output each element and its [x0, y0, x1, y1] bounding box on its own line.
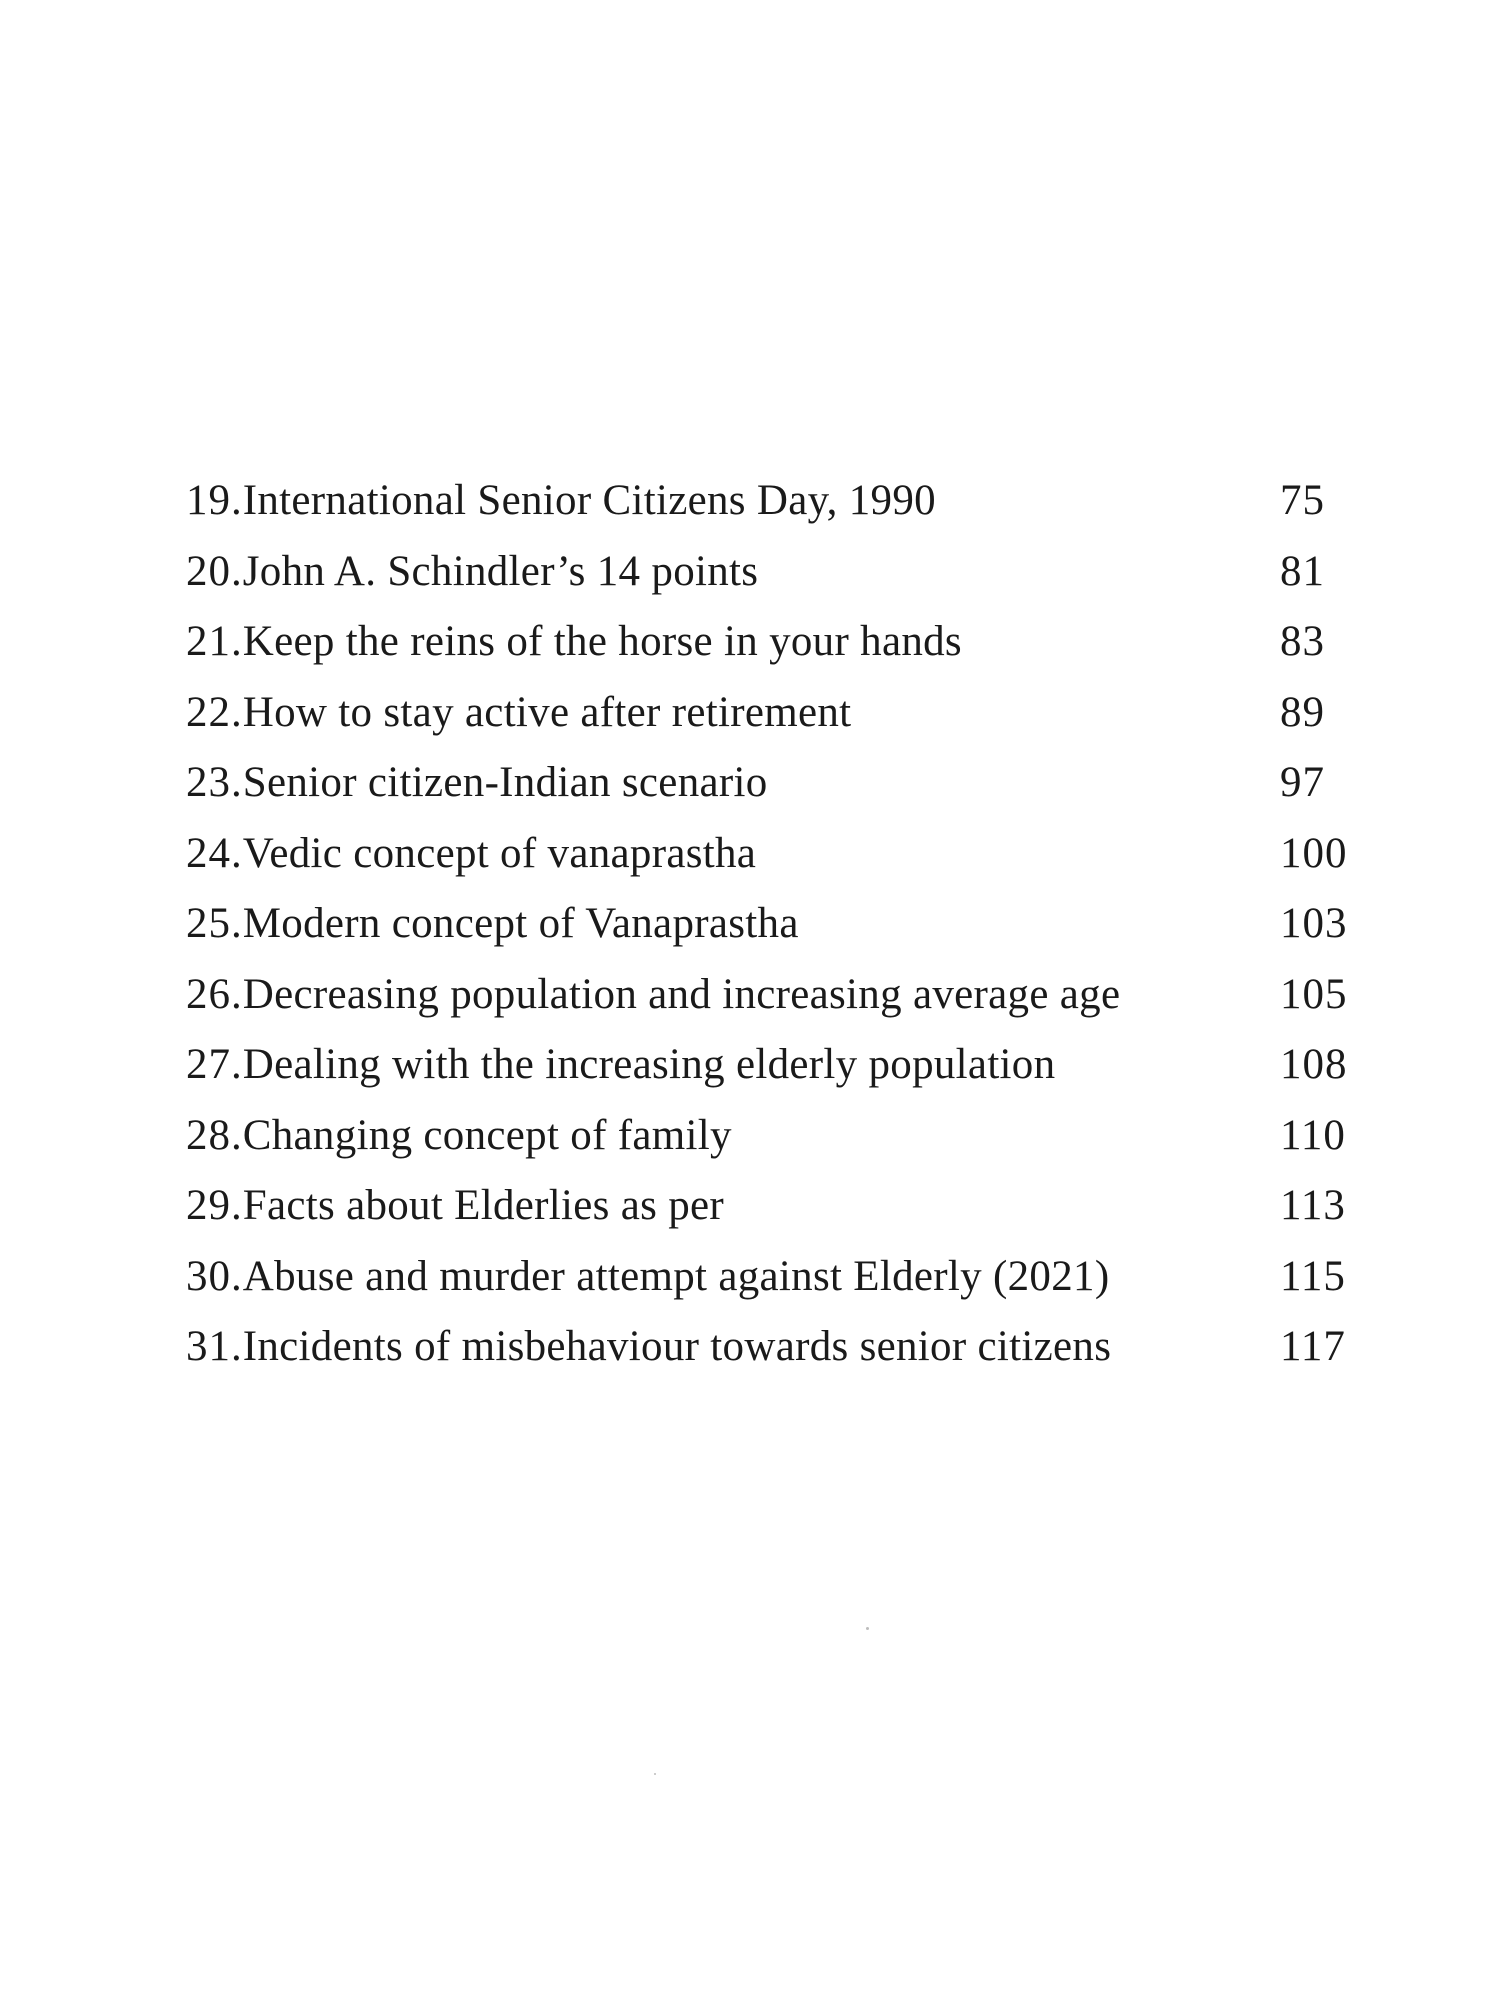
toc-entry-19: [186, 466, 1366, 537]
toc-entry-22: [186, 678, 1366, 749]
toc-entry-27: [186, 1030, 1366, 1101]
toc-entry-28: [186, 1101, 1366, 1172]
toc-entry-title: Dealing with the increasing elderly population: [242, 1041, 1056, 1088]
toc-entry-page: 75: [1280, 477, 1325, 524]
toc-entry-26: [186, 960, 1366, 1031]
toc-entry-25: [186, 889, 1366, 960]
toc-entry-page: 89: [1280, 688, 1325, 736]
toc-entry-number: 20.: [186, 547, 243, 595]
toc-entry-title: Incidents of misbehaviour towards senior citizens: [242, 1323, 1112, 1370]
toc-entry-page: 113: [1280, 1182, 1346, 1229]
toc-entry-number: 21.: [186, 618, 243, 665]
toc-entry-20: [186, 537, 1366, 608]
toc-entry-31: [186, 1312, 1366, 1383]
toc-entry-page: 117: [1280, 1323, 1346, 1370]
toc-entry-number: 23.: [186, 759, 243, 806]
toc-entry-number: 25.: [186, 900, 243, 947]
toc-entry-number: 31.: [186, 1323, 243, 1370]
scan-speck: [654, 1773, 656, 1775]
toc-entry-title: John A. Schindler’s 14 points: [242, 547, 759, 595]
toc-entry-30: [186, 1242, 1366, 1313]
toc-entry-page: 81: [1280, 547, 1325, 595]
toc-entry-21: [186, 607, 1366, 678]
toc-entry-29: [186, 1171, 1366, 1242]
toc-entry-title: Modern concept of Vanaprastha: [242, 900, 799, 947]
toc-entry-title: Changing concept of family: [242, 1111, 732, 1159]
toc-entry-title: Abuse and murder attempt against Elderly (2021): [242, 1252, 1110, 1300]
toc-entry-number: 26.: [186, 970, 243, 1018]
toc-entry-title: Keep the reins of the horse in your hands: [242, 618, 962, 665]
toc-entry-page: 103: [1280, 900, 1348, 947]
table-of-contents: [186, 466, 1366, 1383]
toc-entry-number: 29.: [186, 1182, 243, 1229]
toc-entry-page: 105: [1280, 970, 1348, 1018]
toc-entry-page: 110: [1280, 1111, 1346, 1159]
toc-entry-number: 30.: [186, 1252, 243, 1300]
toc-entry-number: 27.: [186, 1041, 243, 1088]
toc-entry-number: 22.: [186, 688, 243, 736]
toc-entry-title: Senior citizen-Indian scenario: [242, 759, 768, 806]
toc-entry-title: How to stay active after retirement: [242, 688, 852, 736]
toc-entry-page: 97: [1280, 759, 1325, 806]
toc-entry-title: Vedic concept of vanaprastha: [242, 829, 757, 877]
toc-entry-page: 115: [1280, 1252, 1346, 1300]
toc-entry-23: [186, 748, 1366, 819]
toc-entry-number: 28.: [186, 1111, 243, 1159]
toc-entry-page: 108: [1280, 1041, 1348, 1088]
toc-entry-number: 24.: [186, 829, 243, 877]
toc-entry-page: 100: [1280, 829, 1348, 877]
toc-entry-number: 19.: [186, 477, 243, 524]
scan-speck: [866, 1627, 869, 1630]
toc-entry-title: Decreasing population and increasing average age: [242, 970, 1121, 1018]
toc-entry-page: 83: [1280, 618, 1325, 665]
toc-entry-title: International Senior Citizens Day, 1990: [242, 477, 936, 524]
toc-entry-24: [186, 819, 1366, 890]
toc-entry-title: Facts about Elderlies as per: [242, 1182, 725, 1229]
